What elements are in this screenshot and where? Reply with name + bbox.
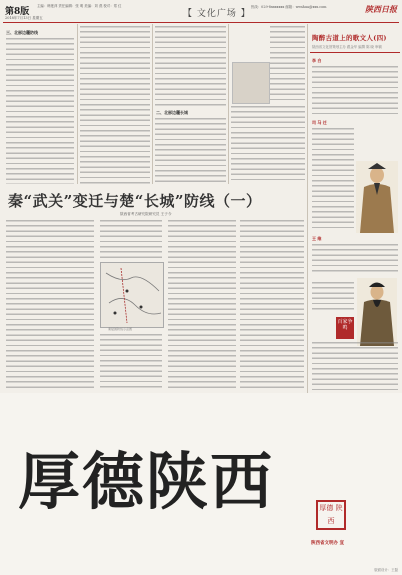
article-column: [6, 38, 74, 184]
page-header: [3, 2, 399, 23]
article-column: [240, 220, 304, 390]
newspaper-logo: 陕西日报: [365, 4, 397, 14]
article-photo: [232, 62, 270, 104]
section-subhead: 三、北部边疆防线: [6, 30, 38, 35]
page-number: 第8版: [5, 7, 30, 17]
article-column: [270, 26, 305, 104]
article-column: [168, 220, 236, 390]
sidebar-rule: [310, 52, 400, 53]
calligraphy-slogan: 厚德陕西: [18, 445, 275, 518]
article-column: [100, 220, 162, 260]
scholar-portrait: [356, 161, 398, 233]
article-column: [80, 26, 150, 184]
sidebar-text: [312, 66, 398, 114]
column-divider: [152, 24, 153, 184]
contact-info: 热线：029-8xxxxxxx 邮箱：wenhua@xxx.com: [251, 5, 327, 9]
editor-credits: 主编：韩莲萍 责任编辑：张 明 美编：刘 燕 校对：郑 红: [37, 4, 122, 8]
sidebar-text: [312, 342, 398, 390]
article-column: [155, 118, 226, 184]
column-badge: 百家争鸣: [336, 317, 354, 339]
sidebar-text: [312, 128, 354, 228]
article-column: [155, 26, 226, 108]
sidebar-tag: 李 白: [312, 58, 322, 63]
article-column: [6, 220, 94, 390]
sidebar-subtitle: 陕西省文化馆策划主办 跟金华 编撰 陈 晓 审稿: [312, 45, 382, 49]
sidebar-text: [312, 282, 354, 312]
article-column: [100, 334, 162, 390]
map-caption: 秦楚国防线示意图: [108, 327, 133, 331]
article-column: [231, 106, 305, 184]
sidebar-title: 陶醉古道上的歌文人(四): [312, 34, 387, 42]
main-headline: 秦“武关”变迁与楚“长城”防线（一）: [8, 192, 262, 210]
red-seal: 厚德 陕西: [316, 500, 346, 530]
section-title: 【 文化广场 】: [183, 9, 251, 19]
sidebar-tag: 司 马 迁: [312, 120, 327, 125]
route-map: [100, 262, 164, 328]
sidebar-text: [312, 244, 398, 274]
ad-sponsor: 陕西省文明办 宣: [311, 541, 345, 546]
publication-date: 2018年7月13日 星期五: [5, 16, 43, 20]
poet-portrait: [357, 278, 397, 346]
sidebar-tag: 王 维: [312, 236, 322, 241]
layout-credit: 版面设计：王磊: [374, 568, 398, 572]
column-divider: [307, 24, 308, 394]
section-subhead: 二、北部边疆长城: [156, 110, 188, 115]
article-byline: 陕西省考古研究院研究员 王子今: [120, 212, 172, 216]
column-divider: [77, 24, 78, 184]
column-divider: [228, 24, 229, 184]
